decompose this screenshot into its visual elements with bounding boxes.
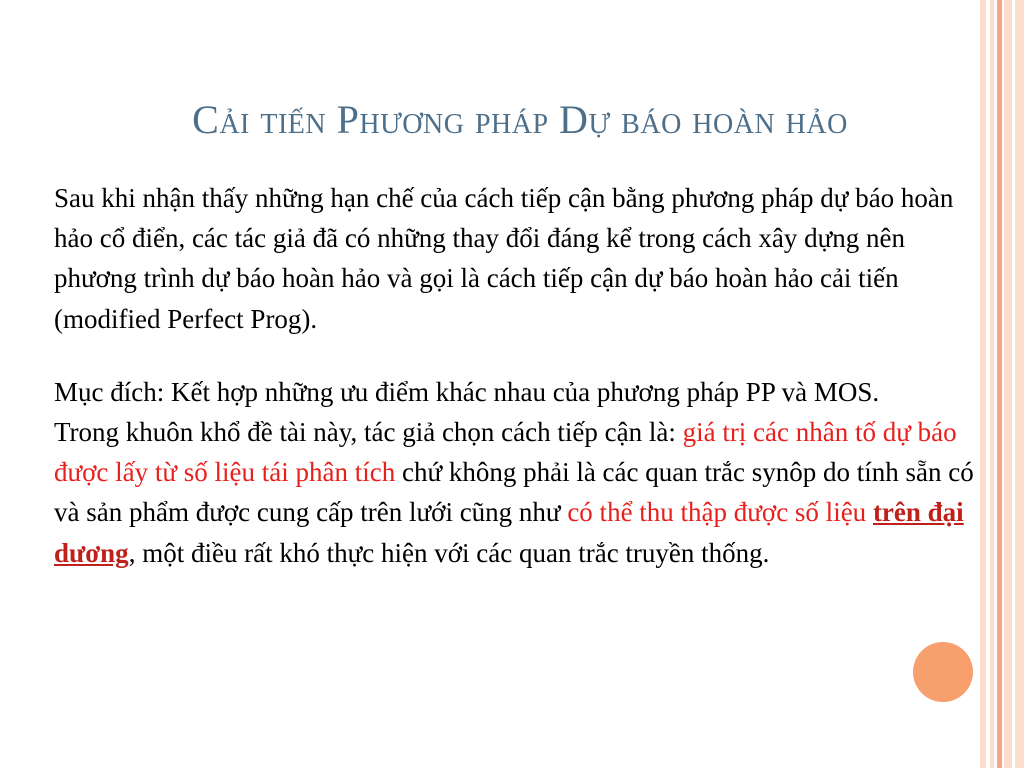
- paragraph-approach: [54, 412, 979, 573]
- approach-text-2: chứ không phải là các quan trắc synôp do tính sẵn có và sản phẩm được cung cấp trên lưới cũng như: [54, 457, 974, 528]
- slide-title: Cải tiến Phương pháp Dự báo hoàn hảo: [192, 97, 848, 142]
- approach-highlight-reanalysis: giá trị các nhân tố dự báo được lấy từ số liệu tái phân tích: [54, 417, 957, 488]
- paragraph-spacer: [54, 339, 979, 372]
- slide-body: [54, 178, 979, 573]
- paragraph-purpose: Mục đích: Kết hợp những ưu điểm khác nhau của phương pháp PP và MOS.: [54, 376, 880, 407]
- paragraph-intro: Sau khi nhận thấy những hạn chế của cách tiếp cận bằng phương pháp dự báo hoàn hảo cổ điển, các tác giả đã có những thay đổi đáng kể trong cách xây dựng nên phương trình dự báo hoàn hảo và gọi là cách tiếp cận dự báo hoàn hảo cải tiến (modified Perfect Prog).: [54, 183, 954, 334]
- approach-text-1: Trong khuôn khổ đề tài này, tác giả chọn cách tiếp cận là:: [54, 417, 683, 448]
- approach-highlight-collect: có thể thu thập được số liệu: [567, 497, 873, 528]
- decor-circle: [913, 642, 973, 702]
- approach-text-3: , một điều rất khó thực hiện với các quan trắc truyền thống.: [128, 537, 770, 568]
- approach-highlight-ocean: trên đại dương: [54, 497, 964, 568]
